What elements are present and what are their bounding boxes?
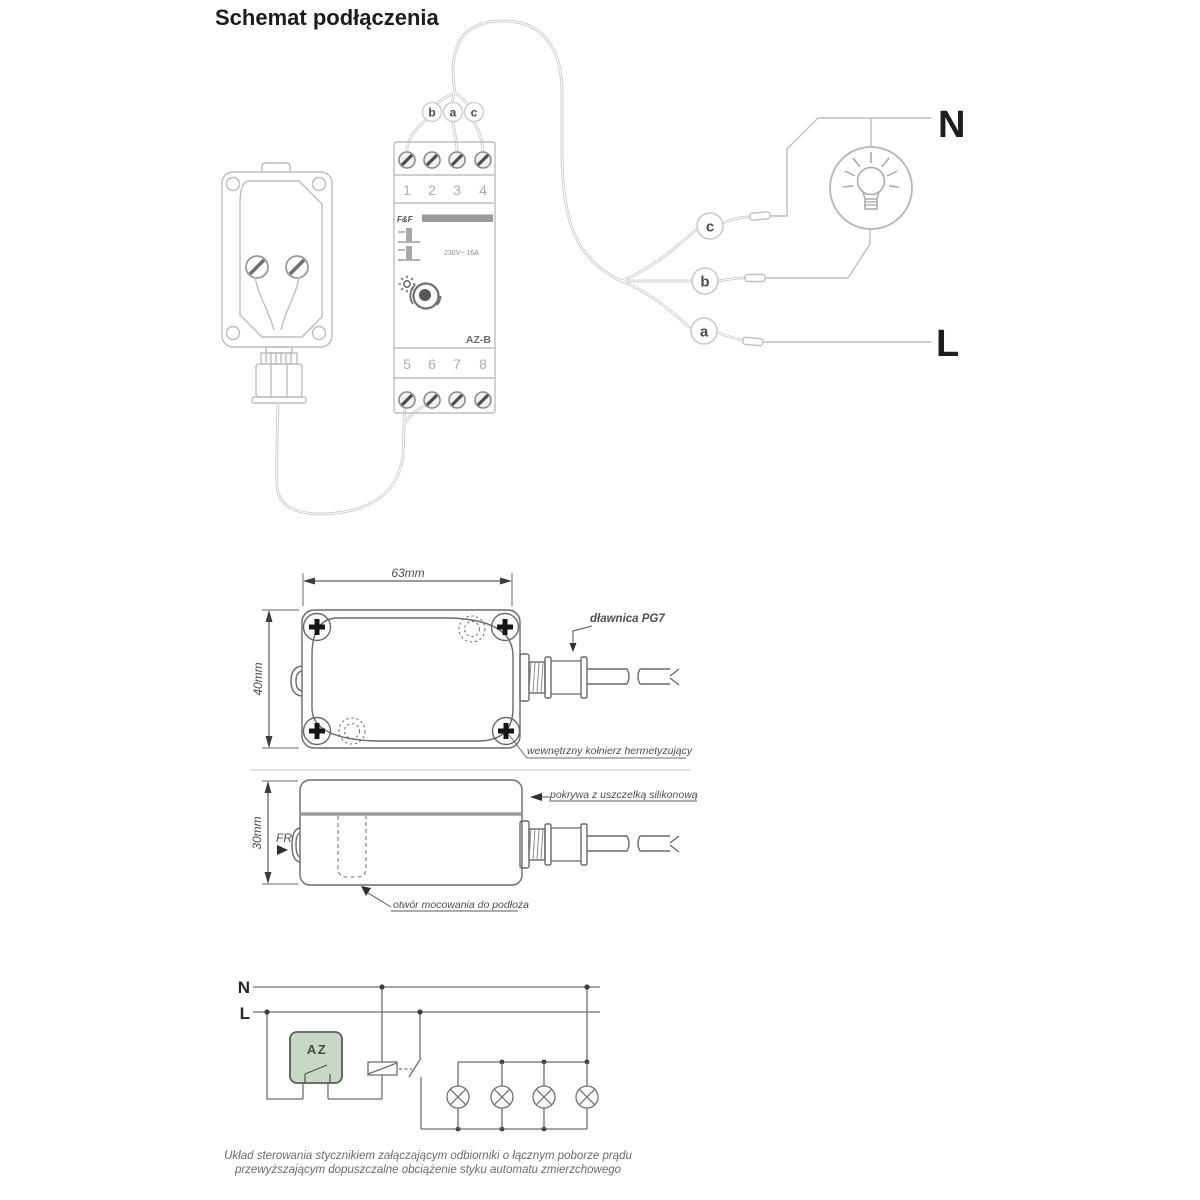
wire-label-b: b bbox=[428, 105, 436, 120]
circuit-line-label: L bbox=[239, 1004, 250, 1023]
collar-callout bbox=[509, 735, 693, 758]
wire-label-a-right: a bbox=[699, 323, 709, 341]
caption-line-1: Układ sterowania stycznikiem załączającym odbiorniki o łącznym poborze prądu bbox=[224, 1150, 632, 1162]
adjustment-knob bbox=[410, 284, 440, 309]
photo-sensor-box bbox=[222, 163, 332, 403]
sun-icon bbox=[399, 276, 416, 293]
cover-label: pokrywa z uszczelką silikonową bbox=[550, 789, 698, 801]
height-dimension bbox=[251, 610, 299, 748]
collar-label: wewnętrzny kołnierz hermetyzujący bbox=[527, 745, 693, 757]
terminal-6: 6 bbox=[428, 356, 436, 372]
az-device-box bbox=[290, 1032, 342, 1083]
sensor-screw-icon bbox=[246, 256, 308, 278]
knockout-hole-icon bbox=[339, 616, 485, 744]
terminal-4: 4 bbox=[479, 182, 487, 198]
terminal-2: 2 bbox=[428, 182, 436, 198]
neutral-label: N bbox=[938, 104, 966, 146]
threshold-night-icon bbox=[398, 246, 420, 260]
circuit-neutral-label: N bbox=[237, 978, 250, 997]
brand-logo: F&F bbox=[397, 215, 413, 224]
wire-label-badges-top bbox=[423, 103, 484, 122]
wire-ferrule-c bbox=[750, 212, 770, 220]
lamp-symbol bbox=[576, 1062, 598, 1129]
terminal-8: 8 bbox=[479, 356, 487, 372]
gland-callout bbox=[570, 613, 666, 652]
mounting-slot-dashed bbox=[338, 816, 366, 877]
load-side bbox=[691, 104, 965, 365]
wire-ferrule-b bbox=[745, 275, 765, 282]
moon-icon bbox=[398, 302, 406, 318]
wire-label-c: c bbox=[470, 105, 478, 120]
module-label-bar bbox=[422, 215, 493, 223]
dimension-drawings bbox=[250, 566, 698, 911]
wire-ferrule-a bbox=[743, 337, 764, 346]
lamp-symbol bbox=[447, 1062, 469, 1129]
terminal-5: 5 bbox=[403, 356, 411, 372]
connection-schematic bbox=[222, 21, 965, 514]
lamp-symbol bbox=[533, 1062, 555, 1129]
side-height-dim-label: 30mm bbox=[250, 816, 264, 850]
wire-label-badges-right bbox=[691, 213, 723, 344]
module-rating: 230V~ 16A bbox=[444, 250, 479, 257]
sensor-cable-gland-icon bbox=[252, 347, 306, 403]
module-terminal-screws-top bbox=[399, 152, 491, 168]
caption-line-2: przewyższającym dopuszczalne obciążenie styku automatu zmierzchowego bbox=[234, 1164, 622, 1176]
height-dim-label: 40mm bbox=[251, 662, 265, 696]
lamp-group bbox=[447, 1062, 598, 1129]
lamp-symbol bbox=[491, 1062, 513, 1129]
terminal-1: 1 bbox=[403, 182, 411, 198]
gland-label: dławnica PG7 bbox=[590, 613, 665, 625]
gland-top-view-icon bbox=[520, 654, 679, 701]
control-circuit bbox=[224, 978, 632, 1176]
wire-label-b-right: b bbox=[700, 273, 710, 291]
fr-arrow-icon bbox=[277, 845, 288, 855]
az-device-label: AZ bbox=[306, 1042, 328, 1057]
width-dimension bbox=[303, 566, 512, 606]
page-title: Schemat podłączenia bbox=[215, 5, 439, 30]
az-b-module bbox=[394, 142, 495, 413]
threshold-day-icon bbox=[398, 228, 420, 242]
fr-callout bbox=[276, 831, 292, 855]
terminal-3: 3 bbox=[453, 182, 461, 198]
line-label: L bbox=[936, 323, 960, 365]
wire-label-c-right: c bbox=[705, 218, 715, 236]
width-dim-label: 63mm bbox=[391, 566, 425, 580]
cover-callout bbox=[530, 789, 698, 801]
module-model: AZ-B bbox=[465, 334, 491, 346]
fr-label: FR bbox=[276, 831, 292, 845]
module-terminal-screws-bottom bbox=[399, 392, 491, 408]
terminal-7: 7 bbox=[453, 356, 461, 372]
gland-side-view-icon bbox=[520, 821, 679, 868]
wire-label-a: a bbox=[449, 105, 457, 120]
cables bbox=[277, 21, 749, 514]
mounting-hole-callout bbox=[361, 886, 529, 911]
housing-top-view bbox=[251, 566, 693, 758]
lamp-icon bbox=[830, 147, 912, 229]
housing-screw-icon bbox=[304, 614, 520, 745]
housing-side-view bbox=[250, 780, 698, 911]
mounting-hole-label: otwór mocowania do podłoża bbox=[393, 899, 529, 911]
